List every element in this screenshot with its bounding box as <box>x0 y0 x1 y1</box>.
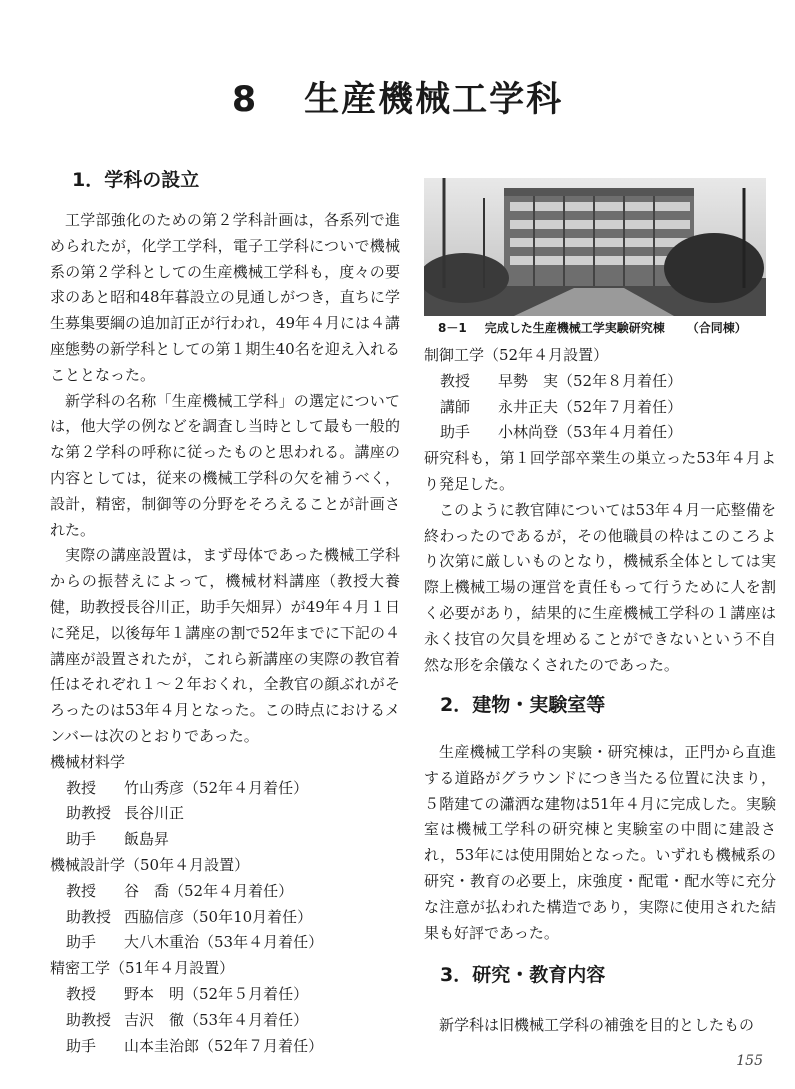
staff-rank: 教授 <box>66 881 97 900</box>
staff-row <box>50 930 400 956</box>
staff-name: 吉沢 徹（53年４月着任） <box>124 1010 309 1029</box>
photo-caption <box>424 319 774 336</box>
paragraph: このように教官陣については53年４月一応整備を終わったのであるが，その他職員の枠はこのころより次第に厳しいものとなり，機械系全体としては実際上機械工場の運営を責任もって行うために人を割く必要があり，結果的に生産機械工学科の１講座は永く技官の欠員を埋めることができないという不自然な形を余儀なくされたのであった。 <box>424 500 776 674</box>
paragraph: 新学科は旧機械工学科の補強を目的としたもの <box>439 1016 755 1034</box>
staff-group-design <box>50 853 400 956</box>
staff-rank: 助教授 <box>66 1010 112 1029</box>
staff-rank: 助手 <box>66 830 97 849</box>
staff-row <box>50 801 400 827</box>
paragraph: 生産機械工学科の実験・研究棟は，正門から直進する道路がグラウンドにつき当たる位置に決まり，５階建ての瀟洒な建物は51年４月に完成した。実験室は機械工学科の研究棟と実験室の中間に建設され，53年には使用開始となった。いずれも機械系の研究・教育の必要上，床強度・配電・配水等に充分な注意が払われた構造であり，実際に使用された結果も好評であった。 <box>424 743 776 942</box>
photo-caption-text: 完成した生産機械工学実験研究棟 <box>484 321 665 335</box>
paragraph: 実際の講座設置は，まず母体であった機械工学科からの振替えによって，機械材料講座（教授大養健，助教授長谷川正，助手矢畑昇）が49年４月１日に発足，以後毎年１講座の割で52年までに下記の４講座が設置されたが，これら新講座の実際の教官着任はそれぞれ１～２年おくれ，全教官の顔ぶれがそろったのは53年４月となった。この時点におけるメンバーは次のとおりであった。 <box>50 546 400 745</box>
section-3-heading: 3．研究・教育内容 <box>440 964 606 986</box>
staff-rank: 助手 <box>66 1036 97 1055</box>
staff-row <box>50 776 400 802</box>
paragraph: 新学科の名称「生産機械工学科」の選定については，他大学の例などを調査し当時として最も一般的な第２学科の呼称に従ったものと思われる。講座の内容としては，従来の機械工学科の欠を補うべく，設計，精密，制御等の分野をそろえることが計画された。 <box>50 391 400 539</box>
photo-caption-note: （合同棟） <box>686 321 747 335</box>
staff-rank: 講師 <box>440 397 471 416</box>
section-3-body <box>424 1013 776 1039</box>
staff-rank: 教授 <box>66 984 97 1003</box>
staff-rank: 助手 <box>440 423 471 442</box>
staff-row <box>424 369 776 395</box>
photo-number: 8－1 <box>438 321 467 335</box>
building-photo <box>424 178 766 316</box>
chapter-number: 8 <box>231 80 259 120</box>
staff-rank: 助手 <box>66 933 97 952</box>
chapter-name: 生産機械工学科 <box>304 80 564 120</box>
staff-name: 早勢 実（52年８月着任） <box>498 371 683 390</box>
right-column-top <box>424 343 776 678</box>
staff-group-materials <box>50 750 400 853</box>
staff-row <box>424 395 776 421</box>
staff-row <box>50 982 400 1008</box>
group-title: 機械材料学 <box>50 752 126 771</box>
group-title: 機械設計学（50年４月設置） <box>50 855 250 874</box>
staff-group-precision <box>50 956 400 1059</box>
section-2-body <box>424 740 776 946</box>
staff-row <box>50 1034 400 1060</box>
staff-rank: 助教授 <box>66 804 112 823</box>
staff-name: 飯島昇 <box>124 830 170 849</box>
paragraph: 工学部強化のための第２学科計画は，各系列で進められたが，化学工学科，電子工学科についで機械系の第２学科としての生産機械工学科も，度々の要求のあと昭和48年暮設立の見通しがつき，直ちに学生募集要綱の追加訂正が行われ，49年４月には４講座態勢の新学科としての第１期生40名を迎え入れることとなった。 <box>50 211 400 384</box>
staff-name: 竹山秀彦（52年４月着任） <box>124 778 309 797</box>
paragraph: 研究科も，第１回学部卒業生の巣立った53年４月より発足した。 <box>424 449 776 493</box>
section-2-heading: 2．建物・実験室等 <box>440 694 606 716</box>
staff-row <box>50 905 400 931</box>
staff-name: 西脇信彦（50年10月着任） <box>124 907 313 926</box>
staff-name: 大八木重治（53年４月着任） <box>124 933 324 952</box>
staff-group-control <box>424 343 776 446</box>
group-title: 制御工学（52年４月設置） <box>424 346 609 364</box>
building-photo-image <box>424 178 766 316</box>
staff-rank: 教授 <box>66 778 97 797</box>
staff-name: 永井正夫（52年７月着任） <box>498 397 683 416</box>
staff-row <box>50 1008 400 1034</box>
staff-name: 野本 明（52年５月着任） <box>124 984 309 1003</box>
chapter-title <box>0 72 795 122</box>
page-number: 155 <box>736 1053 763 1069</box>
staff-name: 谷 喬（52年４月着任） <box>124 881 294 900</box>
staff-name: 長谷川正 <box>124 804 185 823</box>
section-1-heading: 1．学科の設立 <box>72 169 200 191</box>
left-column <box>50 208 400 1059</box>
staff-row <box>424 420 776 446</box>
staff-name: 山本圭治郎（52年７月着任） <box>124 1036 324 1055</box>
group-title: 精密工学（51年４月設置） <box>50 959 235 978</box>
staff-rank: 助教授 <box>66 907 112 926</box>
staff-rank: 教授 <box>440 371 471 390</box>
staff-row <box>50 879 400 905</box>
staff-name: 小林尚登（53年４月着任） <box>498 423 683 442</box>
staff-row <box>50 827 400 853</box>
